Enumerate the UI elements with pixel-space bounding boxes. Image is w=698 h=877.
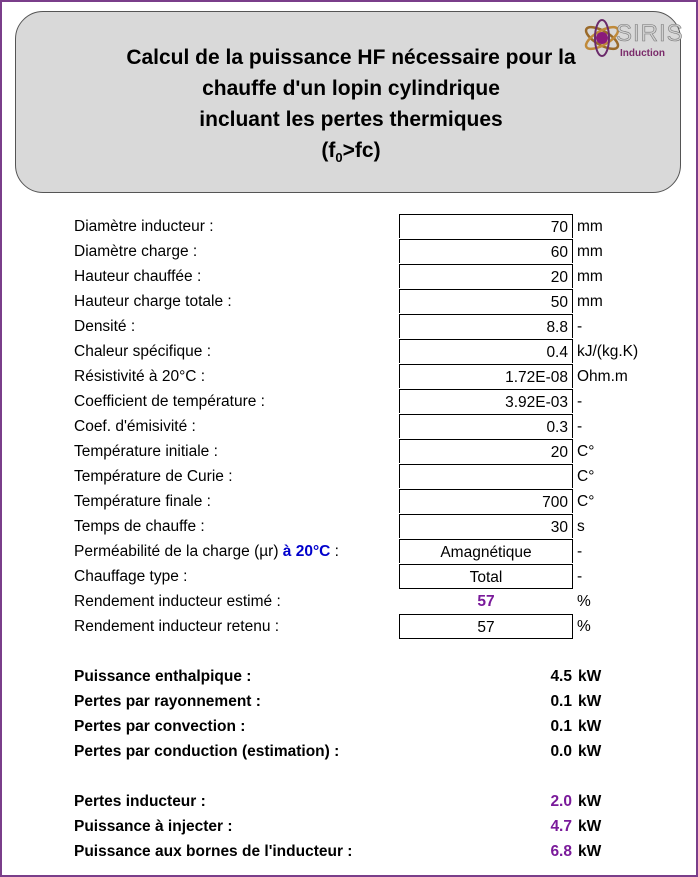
efficiency-retained-field[interactable]: 57	[399, 614, 573, 639]
page-title	[116, 42, 586, 173]
initial-temperature-field[interactable]: 20	[399, 439, 573, 463]
specific-heat-field[interactable]: 0.4	[399, 339, 573, 363]
curie-temperature-field[interactable]	[399, 464, 573, 488]
title-line-3: incluant les pertes thermiques	[199, 108, 503, 131]
total-power-to-inject: Puissance à injecter : 4.7 kW	[74, 818, 602, 835]
title-line-2: chauffe d'un lopin cylindrique	[202, 77, 500, 100]
heated-height-field[interactable]: 20	[399, 264, 573, 288]
density-field[interactable]: 8.8	[399, 314, 573, 338]
resistivity-field[interactable]: 1.72E-08	[399, 364, 573, 388]
efficiency-estimated-value: 57	[477, 593, 495, 610]
result-enthalpy-power: Puissance enthalpique : 4.5 kW	[74, 668, 602, 685]
permeability-select[interactable]: Amagnétique	[399, 539, 573, 563]
heating-time-field[interactable]: 30	[399, 514, 573, 538]
title-line-4: $(f_0>fc)$	[321, 139, 381, 166]
emissivity-field[interactable]: 0.3	[399, 414, 573, 438]
title-line-1: Calcul de la puissance HF nécessaire pour la	[126, 46, 576, 69]
siris-logo	[580, 14, 684, 60]
total-height-field[interactable]: 50	[399, 289, 573, 313]
total-inductor-terminal-power: Puissance aux bornes de l'inducteur : 6.8 kW	[74, 843, 602, 860]
final-temperature-field[interactable]: 700	[399, 489, 573, 513]
load-diameter-field[interactable]: 60	[399, 239, 573, 263]
total-inductor-losses: Pertes inducteur : 2.0 kW	[74, 793, 602, 810]
inductor-diameter-field[interactable]: 70	[399, 214, 573, 238]
logo-wordmark: SIRIS	[616, 20, 684, 47]
permeability-highlight: à 20°C	[282, 543, 331, 560]
logo-subtitle: Induction	[620, 48, 665, 59]
heating-type-select[interactable]: Total	[399, 564, 573, 589]
result-conduction-losses: Pertes par conduction (estimation) : 0.0 kW	[74, 743, 602, 760]
result-convection-losses: Pertes par convection : 0.1 kW	[74, 718, 602, 735]
result-radiation-losses: Pertes par rayonnement : 0.1 kW	[74, 693, 602, 710]
temperature-coefficient-field[interactable]: 3.92E-03	[399, 389, 573, 413]
